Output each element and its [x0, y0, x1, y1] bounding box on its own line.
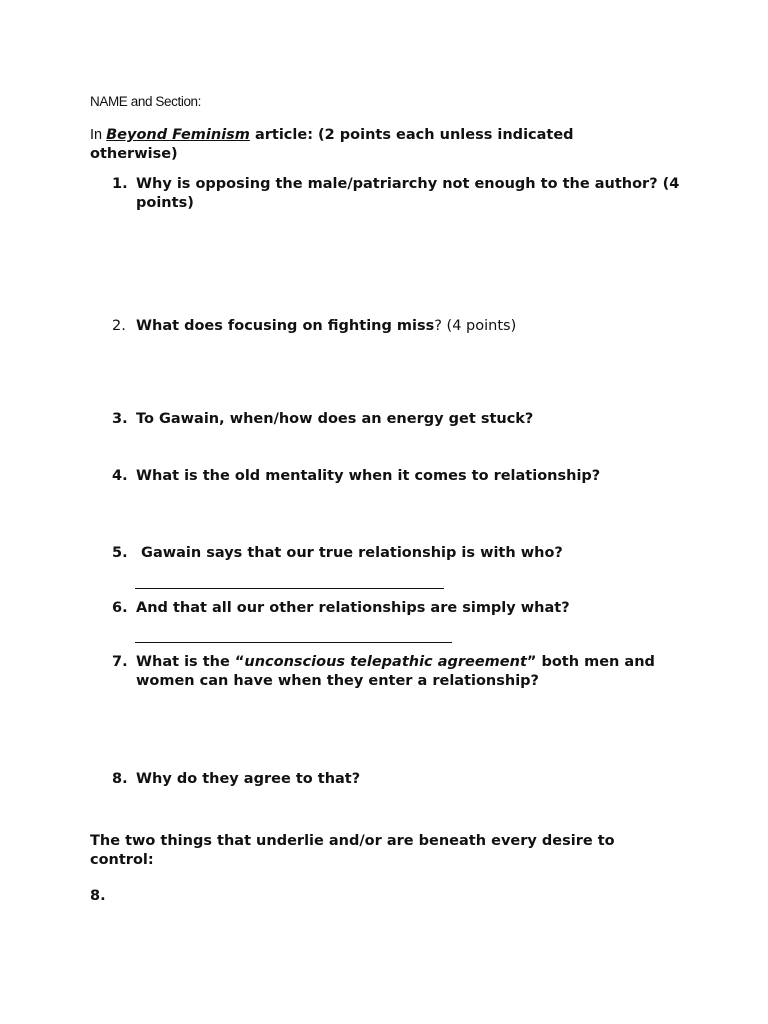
question-6	[112, 599, 712, 618]
question-points: ? (4 points)	[434, 318, 517, 334]
question-3	[112, 410, 712, 429]
question-text	[136, 317, 696, 336]
question-text: Gawain says that our true relationship is with who?	[136, 545, 563, 561]
intro-rest: article: (2 points each unless indicated otherwise)	[90, 127, 574, 162]
question-number: 2.	[112, 318, 126, 334]
article-title: Beyond Feminism	[106, 127, 250, 143]
question-number: 4.	[112, 468, 128, 484]
question-text-pre: What is the “	[136, 654, 245, 670]
question-number: 8.	[112, 771, 128, 787]
question-number: 5.	[112, 545, 128, 561]
question-text-bold: What does focusing on fighting miss	[136, 318, 435, 334]
name-and-section-label: NAME and Section:	[90, 94, 202, 109]
answer-blank-5[interactable]	[135, 588, 444, 589]
question-text	[136, 653, 696, 690]
question-text: And that all our other relationships are simply what?	[136, 600, 570, 616]
question-1	[112, 175, 712, 212]
question-number: 3.	[112, 411, 128, 427]
question-number: 7.	[112, 654, 128, 670]
question-4	[112, 467, 712, 486]
question-number: 1.	[112, 176, 128, 192]
question-5	[112, 544, 712, 563]
article-instructions	[90, 126, 650, 164]
question-8	[112, 770, 712, 789]
intro-prefix: In	[90, 127, 107, 143]
question-number: 6.	[112, 600, 128, 616]
answer-blank-6[interactable]	[135, 642, 452, 643]
closing-item-number: 8.	[90, 888, 106, 904]
question-text: Why do they agree to that?	[136, 771, 361, 787]
question-2	[112, 317, 712, 336]
question-text: Why is opposing the male/patriarchy not enough to the author? (4 points)	[136, 176, 680, 211]
question-text-italic: unconscious telepathic agreement	[244, 654, 527, 670]
question-text: What is the old mentality when it comes to relationship?	[136, 468, 601, 484]
question-7	[112, 653, 712, 690]
question-text: To Gawain, when/how does an energy get stuck?	[136, 411, 534, 427]
question-text-post: ” both men and women can have when they enter a relationship?	[136, 654, 655, 689]
closing-prompt: The two things that underlie and/or are beneath every desire to control:	[90, 833, 615, 868]
